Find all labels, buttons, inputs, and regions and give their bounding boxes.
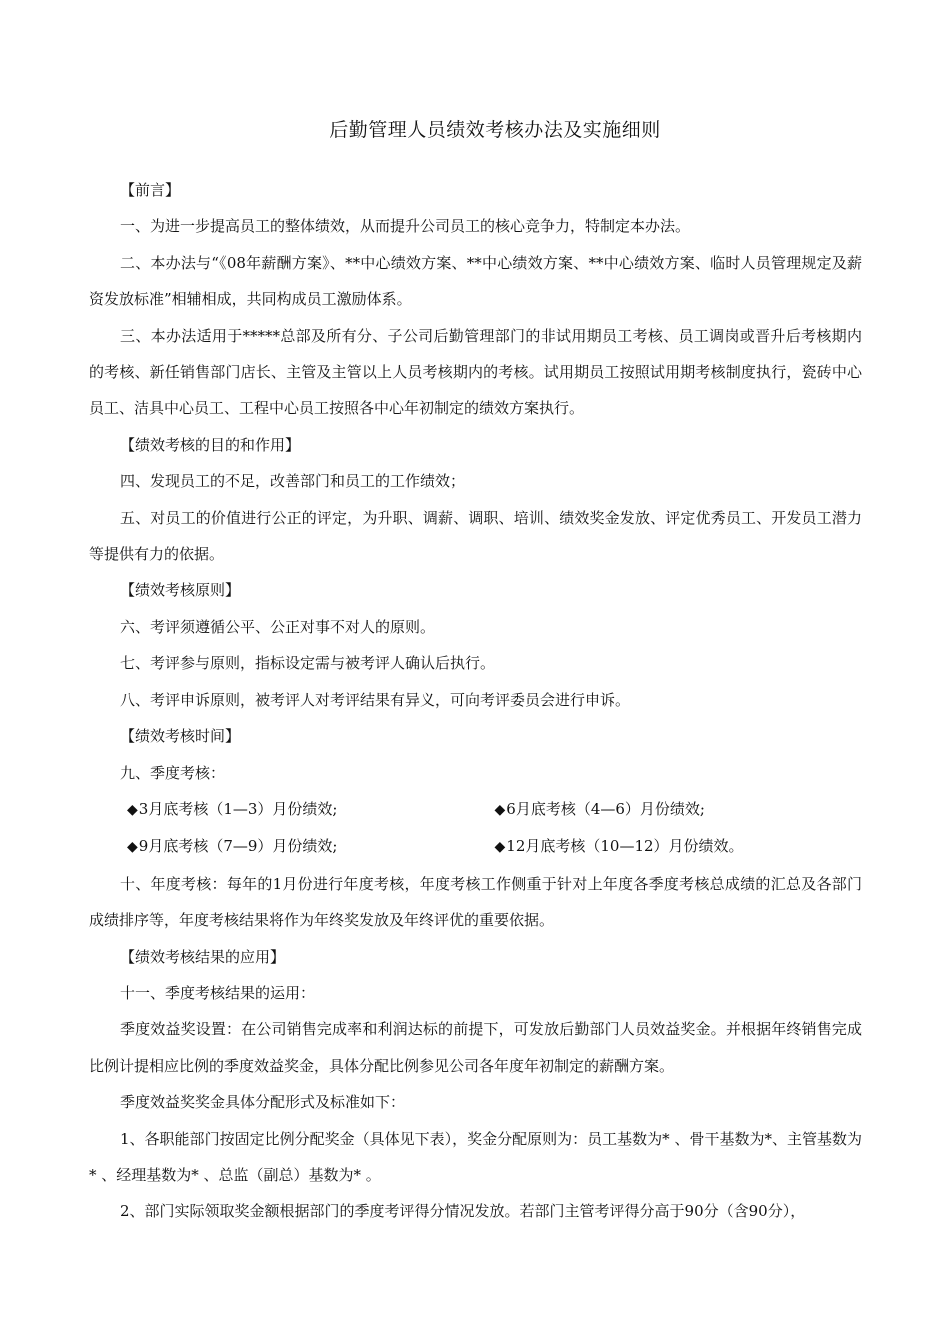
paragraph-3: 三、本办法适用于*****总部及所有分、子公司后勤管理部门的非试用期员工考核、员工调岗或晋升后考核期内的考核、新任销售部门店长、主管及主管以上人员考核期内的考核。试用期员工按照试用期考核制度执行，瓷砖中心员工、洁具中心员工、工程中心员工按照各中心年初制定的绩效方案执行。	[89, 326, 862, 418]
document-title: 后勤管理人员绩效考核办法及实施细则	[329, 119, 661, 141]
paragraph-5: 五、对员工的价值进行公正的评定，为升职、调薪、调职、培训、绩效奖金发放、评定优秀员工、开发员工潜力等提供有力的依据。	[89, 508, 862, 564]
quarter-item-q4	[495, 828, 863, 865]
diamond-bullet-icon: ◆	[127, 839, 138, 856]
section-heading-application: 【绩效考核结果的应用】	[120, 947, 286, 966]
paragraph-14: 1、各职能部门按固定比例分配奖金（具体见下表），奖金分配原则为：员工基数为* 、骨干基数为*、主管基数为* 、经理基数为* 、总监（副总）基数为* 。	[89, 1129, 862, 1184]
paragraph-12: 季度效益奖设置：在公司销售完成率和利润达标的前提下，可发放后勤部门人员效益奖金。并根据年终销售完成比例计提相应比例的季度效益奖金，具体分配比例参见公司各年度年初制定的薪酬方案。	[89, 1020, 862, 1075]
diamond-bullet-icon: ◆	[494, 801, 506, 818]
diamond-bullet-icon: ◆	[494, 839, 506, 856]
paragraph-15: 2、部门实际领取奖金额根据部门的季度考评得分情况发放。若部门主管考评得分高于90分（含90分），	[120, 1202, 806, 1221]
paragraph-8: 八、考评申诉原则，被考评人对考评结果有异义，可向考评委员会进行申诉。	[120, 690, 631, 709]
paragraph-10: 十、年度考核：每年的1月份进行年度考核，年度考核工作侧重于针对上年度各季度考核总成绩的汇总及各部门成绩排序等，年度考核结果将作为年终奖发放及年终评优的重要依据。	[89, 874, 862, 930]
paragraph-9: 九、季度考核：	[120, 763, 226, 782]
quarter-schedule-row-1	[89, 791, 862, 828]
paragraph-13: 季度效益奖奖金具体分配形式及标准如下：	[120, 1093, 406, 1112]
quarter-schedule-row-2	[89, 828, 862, 865]
quarter-q2-text: 6月底考核（4—6）月份绩效;	[506, 799, 705, 818]
section-heading-preface: 【前言】	[120, 181, 181, 199]
section-heading-time: 【绩效考核时间】	[120, 727, 241, 746]
paragraph-11: 十一、季度考核结果的运用：	[120, 983, 316, 1002]
paragraph-1: 一、为进一步提高员工的整体绩效，从而提升公司员工的核心竞争力，特制定本办法。	[120, 217, 691, 236]
quarter-item-q2	[495, 791, 863, 828]
section-heading-purpose: 【绩效考核的目的和作用】	[120, 435, 301, 454]
document-body	[89, 172, 862, 1230]
quarter-q3-text: 9月底考核（7—9）月份绩效;	[138, 837, 338, 856]
paragraph-7: 七、考评参与原则，指标设定需与被考评人确认后执行。	[120, 654, 496, 673]
paragraph-4: 四、发现员工的不足，改善部门和员工的工作绩效；	[120, 472, 466, 491]
paragraph-6: 六、考评须遵循公平、公正对事不对人的原则。	[120, 617, 436, 636]
quarter-q4-text: 12月底考核（10—12）月份绩效。	[506, 837, 744, 856]
diamond-bullet-icon: ◆	[127, 801, 138, 818]
section-heading-principle: 【绩效考核原则】	[120, 581, 241, 600]
quarter-item-q3	[127, 828, 495, 865]
paragraph-2: 二、本办法与“《08年薪酬方案》、**中心绩效方案、**中心绩效方案、**中心绩效方案、临时人员管理规定及薪资发放标准”相辅相成，共同构成员工激励体系。	[89, 253, 862, 309]
quarter-item-q1	[127, 791, 495, 828]
quarter-q1-text: 3月底考核（1—3）月份绩效;	[138, 799, 338, 818]
